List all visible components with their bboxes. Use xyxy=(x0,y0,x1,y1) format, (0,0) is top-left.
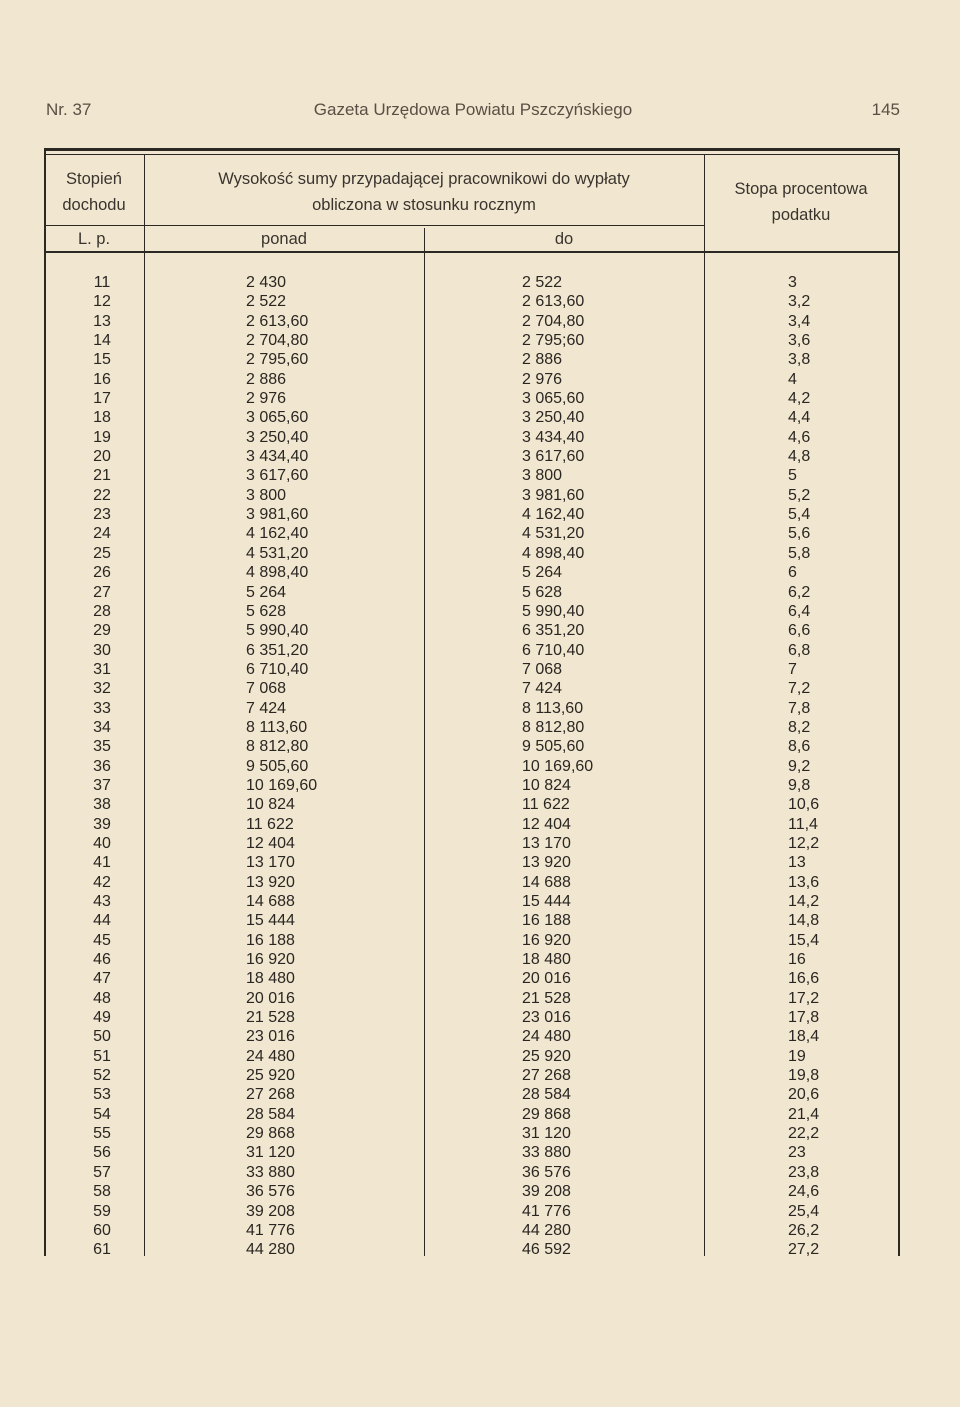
row-upto: 21 528 xyxy=(522,989,571,1007)
row-rate: 9,8 xyxy=(788,776,811,794)
table-row xyxy=(44,1124,900,1143)
header-stopien xyxy=(44,166,144,218)
row-above: 2 976 xyxy=(246,390,287,408)
row-rate: 3,8 xyxy=(788,351,811,369)
row-upto: 3 981,60 xyxy=(522,486,585,504)
row-rate: 25,4 xyxy=(788,1202,820,1220)
row-upto: 2 886 xyxy=(522,351,563,369)
row-above: 25 920 xyxy=(246,1067,295,1085)
row-level: 30 xyxy=(93,641,111,659)
table-row xyxy=(44,370,900,389)
row-upto: 3 800 xyxy=(522,467,563,485)
header-stopien-line2: dochodu xyxy=(62,196,126,214)
row-rate: 4,6 xyxy=(788,428,811,446)
row-upto: 3 065,60 xyxy=(522,390,585,408)
table-row xyxy=(44,950,900,969)
issue-number: Nr. 37 xyxy=(46,100,92,119)
row-rate: 16 xyxy=(788,951,806,969)
tax-table xyxy=(44,148,900,1259)
table-row xyxy=(44,1008,900,1027)
table-row xyxy=(44,1202,900,1221)
row-upto: 2 613,60 xyxy=(522,293,585,311)
row-rate: 6,8 xyxy=(788,641,811,659)
row-above: 3 800 xyxy=(246,486,287,504)
row-above: 9 505,60 xyxy=(246,757,309,775)
row-rate: 14,8 xyxy=(788,912,820,930)
table-top-rule xyxy=(44,148,900,151)
row-rate: 14,2 xyxy=(788,893,820,910)
row-upto: 20 016 xyxy=(522,970,571,988)
row-upto: 28 584 xyxy=(522,1086,571,1104)
row-above: 3 250,40 xyxy=(246,428,309,446)
header-stopa-line1: Stopa procentowa xyxy=(734,180,868,198)
row-rate: 22,2 xyxy=(788,1125,820,1143)
row-above: 24 480 xyxy=(246,1047,295,1065)
table-row xyxy=(44,1027,900,1046)
row-above: 23 016 xyxy=(246,1028,295,1046)
row-level: 19 xyxy=(93,428,111,446)
row-upto: 11 622 xyxy=(522,796,570,814)
row-above: 7 068 xyxy=(246,680,287,698)
row-level: 57 xyxy=(93,1163,111,1181)
table-row xyxy=(44,350,900,369)
row-above: 4 898,40 xyxy=(246,564,309,582)
table-row xyxy=(44,795,900,814)
row-above: 2 430 xyxy=(246,274,287,291)
row-upto: 2 704,80 xyxy=(522,312,585,330)
row-above: 16 188 xyxy=(246,931,295,949)
row-above: 41 776 xyxy=(246,1221,295,1239)
row-above: 4 162,40 xyxy=(246,525,309,543)
row-upto: 44 280 xyxy=(522,1221,571,1239)
row-upto: 6 351,20 xyxy=(522,622,585,640)
row-rate: 6 xyxy=(788,564,797,582)
row-level: 39 xyxy=(93,815,111,833)
row-rate: 4 xyxy=(788,370,797,388)
row-above: 20 016 xyxy=(246,989,295,1007)
row-above: 5 628 xyxy=(246,602,287,620)
row-rate: 20,6 xyxy=(788,1086,820,1104)
row-level: 21 xyxy=(93,467,111,485)
row-rate: 5 xyxy=(788,467,797,485)
row-upto: 23 016 xyxy=(522,1009,571,1027)
row-rate: 23 xyxy=(788,1144,806,1162)
row-above: 2 704,80 xyxy=(246,332,309,350)
table-row xyxy=(44,660,900,679)
row-upto: 27 268 xyxy=(522,1067,571,1085)
row-above: 11 622 xyxy=(246,815,294,833)
table-row xyxy=(44,989,900,1008)
table-row xyxy=(44,679,900,698)
header-stopa-line2: podatku xyxy=(771,206,831,224)
row-rate: 9,2 xyxy=(788,757,811,775)
table-row xyxy=(44,1066,900,1085)
row-level: 44 xyxy=(93,912,111,930)
row-rate: 15,4 xyxy=(788,931,820,949)
row-level: 37 xyxy=(93,776,111,794)
row-rate: 27,2 xyxy=(788,1241,820,1259)
row-above: 29 868 xyxy=(246,1125,295,1143)
row-level: 46 xyxy=(93,951,111,969)
publication-title: Gazeta Urzędowa Powiatu Pszczyńskiego xyxy=(313,100,633,119)
row-above: 5 264 xyxy=(246,583,287,601)
table-row xyxy=(44,718,900,737)
row-above: 3 434,40 xyxy=(246,448,309,466)
row-rate: 24,6 xyxy=(788,1183,820,1201)
row-rate: 21,4 xyxy=(788,1105,820,1123)
table-row xyxy=(44,853,900,872)
row-rate: 8,2 xyxy=(788,718,811,736)
table-body xyxy=(44,273,900,1260)
header-lp: L. p. xyxy=(77,230,111,248)
row-above: 2 522 xyxy=(246,293,287,311)
row-rate: 6,6 xyxy=(788,622,811,640)
row-level: 24 xyxy=(93,525,111,543)
row-above: 6 710,40 xyxy=(246,660,309,678)
table-row xyxy=(44,1221,900,1240)
row-above: 27 268 xyxy=(246,1086,295,1104)
row-above: 14 688 xyxy=(246,893,295,910)
header-do: do xyxy=(554,230,574,248)
table-row xyxy=(44,815,900,834)
row-level: 33 xyxy=(93,699,111,717)
row-rate: 23,8 xyxy=(788,1163,820,1181)
row-above: 4 531,20 xyxy=(246,544,309,562)
table-row xyxy=(44,699,900,718)
table-row xyxy=(44,408,900,427)
row-upto: 2 976 xyxy=(522,370,563,388)
row-above: 13 920 xyxy=(246,873,295,891)
row-rate: 5,2 xyxy=(788,486,811,504)
table-row xyxy=(44,428,900,447)
row-level: 23 xyxy=(93,506,111,524)
row-level: 45 xyxy=(93,931,111,949)
row-above: 3 065,60 xyxy=(246,409,309,427)
row-upto: 3 617,60 xyxy=(522,448,585,466)
row-rate: 11,4 xyxy=(788,815,818,833)
row-upto: 25 920 xyxy=(522,1047,571,1065)
row-rate: 5,4 xyxy=(788,506,811,524)
page-number: 145 xyxy=(871,100,900,119)
table-row xyxy=(44,447,900,466)
row-above: 5 990,40 xyxy=(246,622,309,640)
table-row xyxy=(44,524,900,543)
row-above: 36 576 xyxy=(246,1183,295,1201)
row-rate: 4,4 xyxy=(788,409,811,427)
row-above: 13 170 xyxy=(246,854,295,872)
row-level: 53 xyxy=(93,1086,111,1104)
row-upto: 36 576 xyxy=(522,1163,571,1181)
row-upto: 4 898,40 xyxy=(522,544,585,562)
row-rate: 3,4 xyxy=(788,312,811,330)
row-level: 35 xyxy=(93,738,111,756)
row-upto: 2 795;60 xyxy=(522,332,585,350)
table-row xyxy=(44,1085,900,1104)
table-row xyxy=(44,389,900,408)
row-above: 2 886 xyxy=(246,370,287,388)
row-upto: 15 444 xyxy=(522,893,571,910)
row-upto: 33 880 xyxy=(522,1144,571,1162)
row-rate: 13,6 xyxy=(788,873,820,891)
table-top-rule-thin xyxy=(44,154,900,155)
row-upto: 3 250,40 xyxy=(522,409,585,427)
row-above: 10 824 xyxy=(246,796,295,814)
table-row xyxy=(44,505,900,524)
row-level: 36 xyxy=(93,757,111,775)
table-row xyxy=(44,969,900,988)
row-upto: 16 188 xyxy=(522,912,571,930)
row-level: 54 xyxy=(93,1105,111,1123)
row-rate: 17,8 xyxy=(788,1009,820,1027)
row-level: 22 xyxy=(93,486,111,504)
row-level: 60 xyxy=(93,1221,111,1239)
table-row xyxy=(44,331,900,350)
table-row xyxy=(44,273,900,292)
table-row xyxy=(44,641,900,660)
row-upto: 31 120 xyxy=(522,1125,571,1143)
row-level: 26 xyxy=(93,564,111,582)
table-row xyxy=(44,931,900,950)
table-row xyxy=(44,776,900,795)
row-rate: 6,4 xyxy=(788,602,811,620)
row-rate: 17,2 xyxy=(788,989,820,1007)
row-above: 2 613,60 xyxy=(246,312,309,330)
row-rate: 5,6 xyxy=(788,525,811,543)
table-row xyxy=(44,892,900,911)
row-rate: 6,2 xyxy=(788,583,811,601)
row-above: 31 120 xyxy=(246,1144,295,1162)
row-upto: 6 710,40 xyxy=(522,641,585,659)
row-above: 6 351,20 xyxy=(246,641,309,659)
row-above: 16 920 xyxy=(246,951,295,969)
row-rate: 13 xyxy=(788,854,806,872)
row-upto: 10 169,60 xyxy=(522,757,594,775)
row-upto: 13 920 xyxy=(522,854,571,872)
row-above: 39 208 xyxy=(246,1202,295,1220)
row-above: 15 444 xyxy=(246,912,295,930)
row-rate: 19 xyxy=(788,1047,806,1065)
table-row xyxy=(44,1143,900,1162)
row-upto: 13 170 xyxy=(522,834,571,852)
row-rate: 5,8 xyxy=(788,544,811,562)
row-upto: 7 424 xyxy=(522,680,563,698)
row-rate: 10,6 xyxy=(788,796,820,814)
row-level: 58 xyxy=(93,1183,111,1201)
row-level: 38 xyxy=(93,796,111,814)
row-above: 33 880 xyxy=(246,1163,295,1181)
row-rate: 3 xyxy=(788,274,797,291)
table-row xyxy=(44,466,900,485)
row-level: 18 xyxy=(93,409,111,427)
row-level: 13 xyxy=(93,312,111,330)
row-above: 21 528 xyxy=(246,1009,295,1027)
row-level: 42 xyxy=(93,873,111,891)
row-level: 25 xyxy=(93,544,111,562)
header-wysokosc-line1: Wysokość sumy przypadającej pracownikowi do wypłaty xyxy=(218,170,630,188)
row-level: 50 xyxy=(93,1028,111,1046)
row-level: 48 xyxy=(93,989,111,1007)
row-rate: 3,2 xyxy=(788,293,811,311)
table-row xyxy=(44,911,900,930)
table-row xyxy=(44,602,900,621)
row-above: 28 584 xyxy=(246,1105,295,1123)
table-row xyxy=(44,1105,900,1124)
row-rate: 7,2 xyxy=(788,680,811,698)
row-upto: 46 592 xyxy=(522,1241,571,1259)
row-upto: 9 505,60 xyxy=(522,738,585,756)
row-level: 31 xyxy=(93,660,111,678)
row-level: 56 xyxy=(93,1144,111,1162)
row-above: 18 480 xyxy=(246,970,295,988)
row-upto: 14 688 xyxy=(522,873,571,891)
row-above: 12 404 xyxy=(246,834,295,852)
table-row xyxy=(44,1182,900,1201)
table-row xyxy=(44,563,900,582)
row-above: 3 617,60 xyxy=(246,467,309,485)
table-row xyxy=(44,1047,900,1066)
row-level: 32 xyxy=(93,680,111,698)
table-row xyxy=(44,1163,900,1182)
table-row xyxy=(44,1240,900,1259)
row-upto: 10 824 xyxy=(522,776,571,794)
header-stopa xyxy=(704,176,898,228)
table-row xyxy=(44,583,900,602)
row-upto: 4 531,20 xyxy=(522,525,585,543)
row-rate: 12,2 xyxy=(788,834,820,852)
row-upto: 2 522 xyxy=(522,274,563,291)
row-rate: 4,2 xyxy=(788,390,811,408)
row-level: 47 xyxy=(93,970,111,988)
table-row xyxy=(44,544,900,563)
row-rate: 18,4 xyxy=(788,1028,820,1046)
row-level: 41 xyxy=(93,854,111,872)
row-level: 14 xyxy=(93,332,111,350)
row-rate: 19,8 xyxy=(788,1067,820,1085)
table-row xyxy=(44,873,900,892)
row-upto: 29 868 xyxy=(522,1105,571,1123)
row-level: 40 xyxy=(93,834,111,852)
row-level: 28 xyxy=(93,602,111,620)
row-level: 43 xyxy=(93,893,111,910)
table-row xyxy=(44,292,900,311)
header-wysokosc-line2: obliczona w stosunku rocznym xyxy=(312,196,536,214)
header-wysokosc xyxy=(144,166,704,218)
row-above: 10 169,60 xyxy=(246,776,318,794)
row-above: 8 812,80 xyxy=(246,738,309,756)
table-row xyxy=(44,737,900,756)
table-row xyxy=(44,312,900,331)
row-level: 59 xyxy=(93,1202,111,1220)
header-ponad: ponad xyxy=(261,230,307,248)
row-upto: 7 068 xyxy=(522,660,563,678)
header-stopien-line1: Stopień xyxy=(66,170,122,188)
row-level: 51 xyxy=(93,1047,111,1065)
row-rate: 7,8 xyxy=(788,699,811,717)
row-above: 44 280 xyxy=(246,1241,295,1259)
row-level: 27 xyxy=(93,583,111,601)
row-above: 7 424 xyxy=(246,699,287,717)
row-above: 2 795,60 xyxy=(246,351,309,369)
row-rate: 26,2 xyxy=(788,1221,820,1239)
table-row xyxy=(44,486,900,505)
row-rate: 3,6 xyxy=(788,332,811,350)
row-upto: 41 776 xyxy=(522,1202,571,1220)
row-level: 55 xyxy=(93,1125,111,1143)
row-upto: 3 434,40 xyxy=(522,428,585,446)
row-rate: 4,8 xyxy=(788,448,811,466)
row-upto: 5 628 xyxy=(522,583,563,601)
row-level: 12 xyxy=(93,293,111,311)
row-rate: 8,6 xyxy=(788,738,811,756)
row-level: 17 xyxy=(93,390,111,408)
page-header xyxy=(46,100,900,124)
row-upto: 5 264 xyxy=(522,564,563,582)
row-rate: 16,6 xyxy=(788,970,820,988)
row-above: 3 981,60 xyxy=(246,506,309,524)
row-level: 16 xyxy=(93,370,111,388)
row-upto: 5 990,40 xyxy=(522,602,585,620)
table-row xyxy=(44,621,900,640)
table-row xyxy=(44,834,900,853)
row-upto: 8 812,80 xyxy=(522,718,585,736)
row-level: 20 xyxy=(93,448,111,466)
row-upto: 4 162,40 xyxy=(522,506,585,524)
row-upto: 24 480 xyxy=(522,1028,571,1046)
row-upto: 12 404 xyxy=(522,815,571,833)
row-above: 8 113,60 xyxy=(246,718,308,736)
row-level: 29 xyxy=(93,622,111,640)
row-level: 11 xyxy=(93,274,111,291)
row-rate: 7 xyxy=(788,660,797,678)
row-upto: 39 208 xyxy=(522,1183,571,1201)
row-level: 52 xyxy=(93,1067,111,1085)
row-level: 34 xyxy=(93,718,111,736)
row-upto: 16 920 xyxy=(522,931,571,949)
row-level: 15 xyxy=(93,351,111,369)
table-row xyxy=(44,757,900,776)
row-level: 61 xyxy=(93,1241,111,1259)
row-upto: 8 113,60 xyxy=(522,699,584,717)
row-level: 49 xyxy=(93,1009,111,1027)
row-upto: 18 480 xyxy=(522,951,571,969)
